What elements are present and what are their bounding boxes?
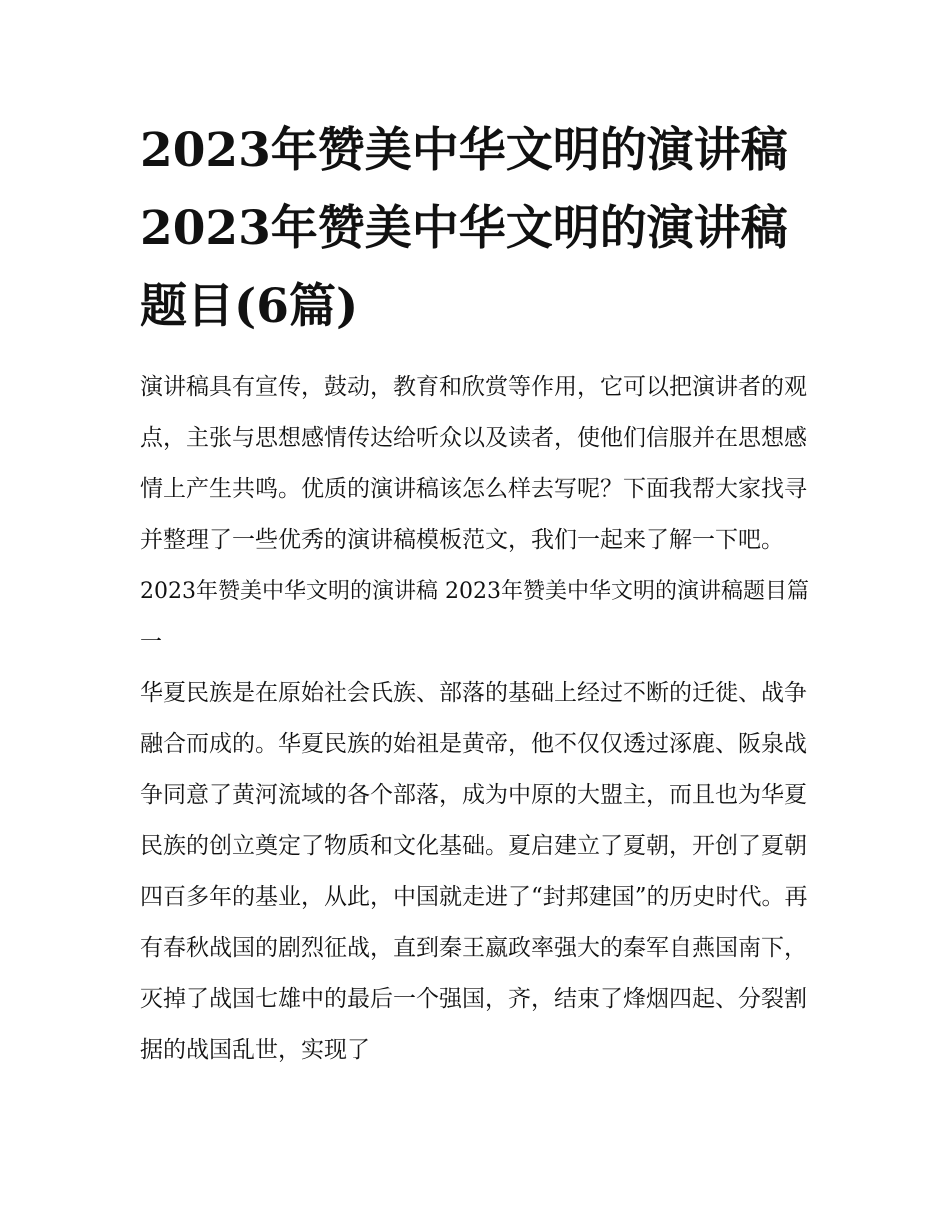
body-paragraph: 华夏民族是在原始社会氏族、部落的基础上经过不断的迁徙、战争融合而成的。华夏民族的始祖是黄帝，他不仅仅透过涿鹿、阪泉战争同意了黄河流域的各个部落，成为中原的大盟主，而且也为华夏民族的创立奠定了物质和文化基础。夏启建立了夏朝，开创了夏朝四百多年的基业，从此，中国就走进了“封邦建国”的历史时代。再有春秋战国的剧烈征战，直到秦王嬴政率强大的秦军自燕国南下，灭掉了战国七雄中的最后一个强国，齐，结束了烽烟四起、分裂割据的战国乱世，实现了 (140, 680, 808, 1063)
title-line-1: 2023年赞美中华文明的演讲稿 (140, 123, 788, 178)
document-page (140, 112, 812, 1076)
title-line-3: 题目(6篇) (140, 279, 359, 334)
title-line-2: 2023年赞美中华文明的演讲稿 (140, 201, 788, 256)
document-title (140, 112, 812, 346)
section-heading: 2023年赞美中华文明的演讲稿 2023年赞美中华文明的演讲稿题目篇一 (140, 579, 809, 655)
intro-paragraph: 演讲稿具有宣传，鼓动，教育和欣赏等作用，它可以把演讲者的观点，主张与思想感情传达给听众以及读者，使他们信服并在思想感情上产生共鸣。优质的演讲稿该怎么样去写呢？下面我帮大家找寻并整理了一些优秀的演讲稿模板范文，我们一起来了解一下吧。 (140, 374, 807, 553)
